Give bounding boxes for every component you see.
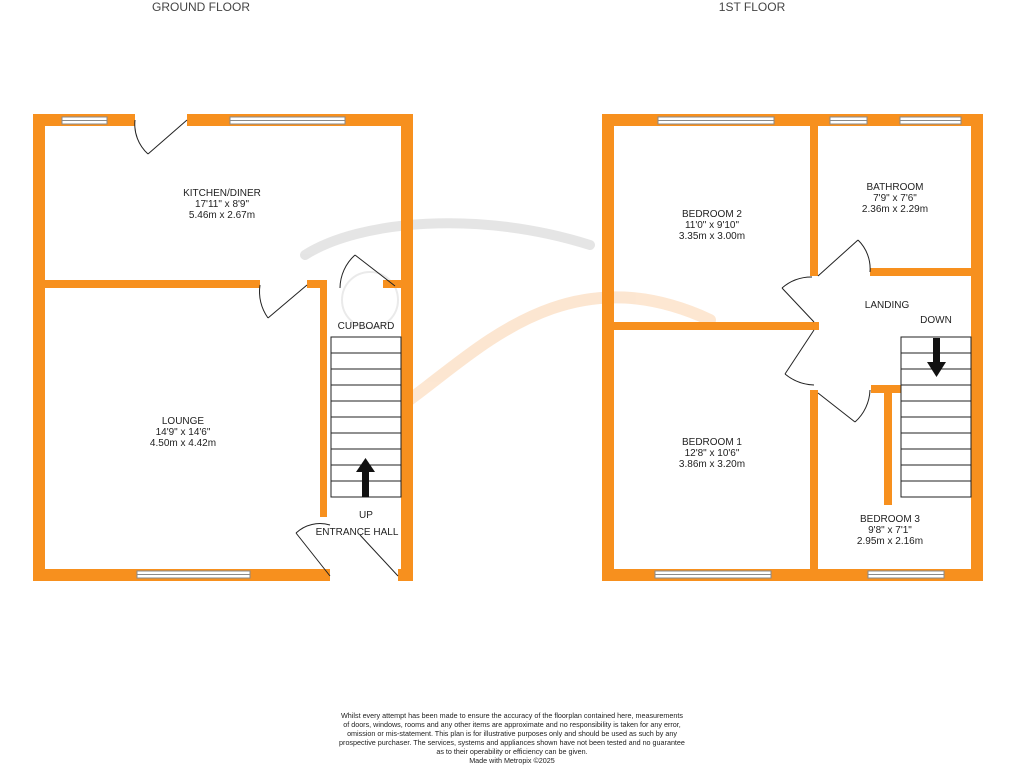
lounge-dim-metric: 4.50m x 4.42m xyxy=(149,438,217,449)
lounge-name: LOUNGE xyxy=(161,416,205,427)
bedroom3-dim-metric: 2.95m x 2.16m xyxy=(856,536,924,547)
down-label: DOWN xyxy=(920,315,952,326)
ground-floor-stairs xyxy=(331,337,401,497)
bathroom-dim-metric: 2.36m x 2.29m xyxy=(861,204,929,215)
disclaimer-line: omission or mis-statement. This plan is for illustrative purposes only and should be used as such by any xyxy=(347,729,677,738)
bedroom3-name: BEDROOM 3 xyxy=(859,514,921,525)
bedroom1-dim-imperial: 12'8" x 10'6" xyxy=(684,448,740,459)
kitchen-dim-metric: 5.46m x 2.67m xyxy=(188,210,256,221)
bedroom2-name: BEDROOM 2 xyxy=(681,209,743,220)
bedroom3-dim-imperial: 9'8" x 7'1" xyxy=(868,525,912,536)
bathroom-dim-imperial: 7'9" x 7'6" xyxy=(873,193,917,204)
bedroom2-dim-imperial: 11'0" x 9'10" xyxy=(684,220,740,231)
landing-label: LANDING xyxy=(864,300,910,311)
disclaimer-credit: Made with Metropix ©2025 xyxy=(469,756,555,765)
first-floor-doors xyxy=(782,240,870,422)
first-floor-stairs xyxy=(901,337,971,497)
ground-floor-title: GROUND FLOOR xyxy=(151,0,251,14)
kitchen-dim-imperial: 17'11" x 8'9" xyxy=(194,199,250,210)
kitchen-name: KITCHEN/DINER xyxy=(183,188,261,199)
bedroom1-name: BEDROOM 1 xyxy=(681,437,743,448)
disclaimer-line: Whilst every attempt has been made to ensure the accuracy of the floorplan contained here, measurements xyxy=(341,711,683,720)
disclaimer-line: of doors, windows, rooms and any other items are approximate and no responsibility is taken for any error, xyxy=(343,720,681,729)
disclaimer-line: as to their operability or efficiency can be given. xyxy=(436,747,588,756)
disclaimer xyxy=(0,711,1024,765)
lounge-dim-imperial: 14'9" x 14'6" xyxy=(155,427,211,438)
entrance-hall-label: ENTRANCE HALL xyxy=(315,527,399,538)
cupboard-label: CUPBOARD xyxy=(337,321,395,332)
disclaimer-line: prospective purchaser. The services, systems and appliances shown have not been tested and no guarantee xyxy=(339,738,685,747)
up-label: UP xyxy=(359,510,373,521)
first-floor-title: 1ST FLOOR xyxy=(718,0,786,14)
bedroom2-dim-metric: 3.35m x 3.00m xyxy=(678,231,746,242)
bedroom1-dim-metric: 3.86m x 3.20m xyxy=(678,459,746,470)
bathroom-name: BATHROOM xyxy=(866,182,924,193)
